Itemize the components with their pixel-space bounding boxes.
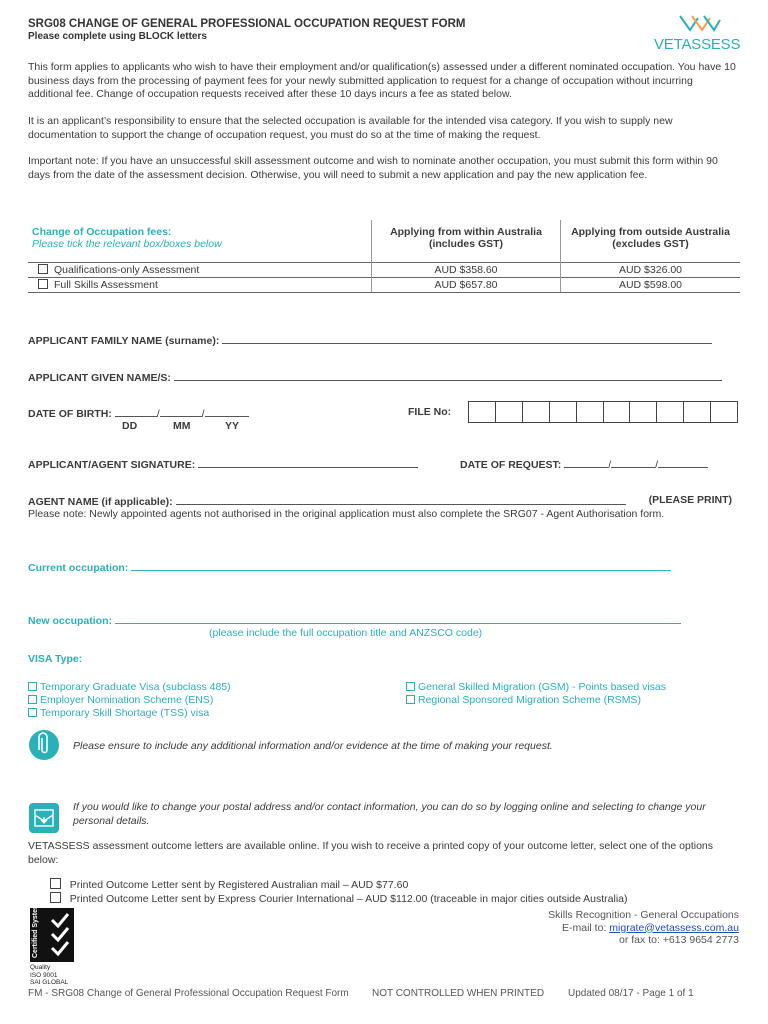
checkmarks-icon bbox=[30, 908, 74, 962]
fee-outside: AUD $326.00 bbox=[561, 262, 741, 277]
printed-checkbox[interactable] bbox=[50, 878, 61, 889]
table-row bbox=[28, 262, 740, 277]
full-skills-checkbox[interactable] bbox=[38, 279, 48, 289]
visa-option-label: Temporary Skill Shortage (TSS) visa bbox=[40, 706, 210, 719]
visa-type-heading: VISA Type: bbox=[28, 653, 83, 665]
list-item[interactable] bbox=[28, 681, 231, 694]
intro-paragraph-3: Important note: If you have an unsuccessful skill assessment outcome and wish to nominate another occupation, you must submit this form within 90 days from the date of the assessment decision. Otherwise, you will need to submit a new application and pay the new application fee. bbox=[28, 155, 718, 181]
agent-note: Please note: Newly appointed agents not authorised in the original application must also complete the SRG07 - Agent Authorisation form. bbox=[28, 508, 665, 520]
fees-subheading: Please tick the relevant box/boxes below bbox=[32, 238, 222, 250]
agent-name-field[interactable] bbox=[176, 494, 626, 505]
visa-checkbox[interactable] bbox=[28, 682, 37, 691]
cert-text bbox=[30, 964, 68, 987]
visa-checkbox[interactable] bbox=[406, 695, 415, 704]
fee-outside: AUD $598.00 bbox=[561, 277, 741, 292]
list-item[interactable] bbox=[50, 892, 628, 906]
visa-checkbox[interactable] bbox=[28, 695, 37, 704]
fee-row-label: Full Skills Assessment bbox=[54, 278, 158, 291]
new-occupation-label: New occupation: bbox=[28, 615, 113, 627]
current-occupation-field[interactable] bbox=[131, 560, 671, 571]
footer-uncontrolled: NOT CONTROLLED WHEN PRINTED bbox=[372, 988, 545, 999]
list-item[interactable] bbox=[28, 694, 231, 707]
please-print-label: (PLEASE PRINT) bbox=[648, 494, 732, 506]
fees-col-outside: Applying from outside Australia (excludes GST) bbox=[561, 220, 741, 256]
dob-month-field[interactable] bbox=[160, 406, 202, 417]
request-month-field[interactable] bbox=[611, 457, 655, 468]
badge-text: Certified System bbox=[32, 902, 39, 958]
email-link[interactable]: migrate@vetassess.com.au bbox=[609, 921, 739, 934]
qualifications-checkbox[interactable] bbox=[38, 264, 48, 274]
dob-separator: / bbox=[201, 408, 205, 420]
dob-separator: / bbox=[156, 408, 160, 420]
evidence-note: Please ensure to include any additional information and/or evidence at the time of making your request. bbox=[73, 740, 553, 752]
contact-dept: Skills Recognition - General Occupations bbox=[548, 909, 739, 921]
signature-label: APPLICANT/AGENT SIGNATURE: bbox=[28, 459, 196, 471]
occupation-hint: (please include the full occupation title and ANZSCO code) bbox=[209, 627, 483, 639]
list-item[interactable] bbox=[406, 694, 666, 707]
certified-system-badge bbox=[30, 902, 74, 962]
list-item[interactable] bbox=[28, 707, 231, 720]
intro-paragraph-1: This form applies to applicants who wish to have their employment and/or qualification(s) assessed under a different nominated occupation. You have 10 business days from the processing of payment fees for your newly submitted application to request for a change of occupation without incurring additional fee. Change of occupation requests received after these 10 days incurs a fee as stated below. bbox=[28, 61, 736, 100]
date-separator: / bbox=[655, 459, 659, 471]
fees-col-within: Applying from within Australia (includes GST) bbox=[372, 220, 561, 256]
request-day-field[interactable] bbox=[564, 457, 608, 468]
visa-option-label: Regional Sponsored Migration Scheme (RSMS) bbox=[418, 693, 641, 706]
date-of-request-label: DATE OF REQUEST: bbox=[460, 459, 562, 471]
cert-iso: ISO 9001 bbox=[30, 971, 58, 979]
table-row bbox=[28, 277, 740, 292]
given-names-field[interactable] bbox=[174, 370, 722, 381]
dob-label: DATE OF BIRTH: bbox=[28, 408, 112, 420]
form-title: SRG08 CHANGE OF GENERAL PROFESSIONAL OCCUPATION REQUEST FORM bbox=[28, 18, 466, 30]
intro-paragraph-2: It is an applicant’s responsibility to ensure that the selected occupation is available for the intended visa category. If you wish to supply new documentation to support the change of occupation request, you must do so at the time of making the request. bbox=[28, 115, 673, 141]
file-no-label: FILE No: bbox=[408, 406, 452, 418]
fee-within: AUD $358.60 bbox=[372, 262, 561, 277]
visa-checkbox[interactable] bbox=[406, 682, 415, 691]
printed-options bbox=[50, 878, 628, 906]
fee-within: AUD $657.80 bbox=[372, 277, 561, 292]
signature-field[interactable] bbox=[198, 457, 418, 468]
current-occupation-label: Current occupation: bbox=[28, 562, 129, 574]
dob-mm-hint: MM bbox=[173, 420, 191, 432]
contact-block bbox=[548, 909, 739, 947]
paperclip-icon bbox=[29, 730, 59, 760]
dob-dd-hint: DD bbox=[122, 420, 138, 432]
form-subtitle: Please complete using BLOCK letters bbox=[28, 31, 207, 42]
email-label: E-mail to: bbox=[562, 921, 607, 934]
fee-row-label: Qualifications-only Assessment bbox=[54, 263, 200, 276]
visa-option-label: General Skilled Migration (GSM) - Points based visas bbox=[418, 681, 667, 693]
family-name-label: APPLICANT FAMILY NAME (surname): bbox=[28, 335, 220, 347]
printed-checkbox[interactable] bbox=[50, 892, 61, 903]
cert-quality: Quality bbox=[30, 964, 51, 971]
dob-year-field[interactable] bbox=[205, 406, 249, 417]
agent-name-label: AGENT NAME (if applicable): bbox=[28, 496, 173, 508]
vetassess-logo-text: VETASSESS bbox=[654, 36, 741, 53]
list-item[interactable] bbox=[50, 878, 628, 892]
list-item[interactable] bbox=[406, 681, 666, 694]
date-separator: / bbox=[608, 459, 612, 471]
address-note: If you would like to change your postal address and/or contact information, you can do so by logging online and selecting to change your personal details. bbox=[73, 801, 706, 827]
visa-checkbox[interactable] bbox=[28, 708, 37, 717]
dob-day-field[interactable] bbox=[115, 406, 157, 417]
visa-left-list bbox=[28, 681, 231, 719]
request-year-field[interactable] bbox=[658, 457, 708, 468]
mailbox-icon bbox=[29, 803, 59, 833]
fax-number: or fax to: +613 9654 2773 bbox=[619, 934, 739, 946]
visa-option-label: Temporary Graduate Visa (subclass 485) bbox=[40, 681, 231, 693]
printed-option-label: Printed Outcome Letter sent by Registered Australian mail – AUD $77.60 bbox=[69, 879, 409, 891]
dob-yy-hint: YY bbox=[225, 420, 240, 432]
footer-page-info: Updated 08/17 - Page 1 of 1 bbox=[568, 988, 694, 999]
visa-option-label: Employer Nomination Scheme (ENS) bbox=[40, 693, 214, 706]
fees-heading: Change of Occupation fees: bbox=[32, 226, 172, 238]
new-occupation-field[interactable] bbox=[115, 613, 681, 624]
outcome-note: VETASSESS assessment outcome letters are available online. If you wish to receive a printed copy of your outcome letter, select one of the options below: bbox=[28, 840, 714, 866]
footer-form-name: FM - SRG08 Change of General Professional Occupation Request Form bbox=[28, 988, 349, 999]
printed-option-label: Printed Outcome Letter sent by Express Courier International – AUD $112.00 (traceable in major cities outside Australia) bbox=[69, 893, 628, 905]
visa-right-list bbox=[406, 681, 666, 707]
fees-table bbox=[28, 220, 740, 293]
given-names-label: APPLICANT GIVEN NAME/S: bbox=[28, 372, 171, 384]
cert-sai: SAI GLOBAL bbox=[30, 979, 69, 986]
family-name-field[interactable] bbox=[222, 333, 712, 344]
vetassess-logo-icon bbox=[678, 12, 722, 34]
file-no-boxes[interactable] bbox=[468, 401, 738, 423]
